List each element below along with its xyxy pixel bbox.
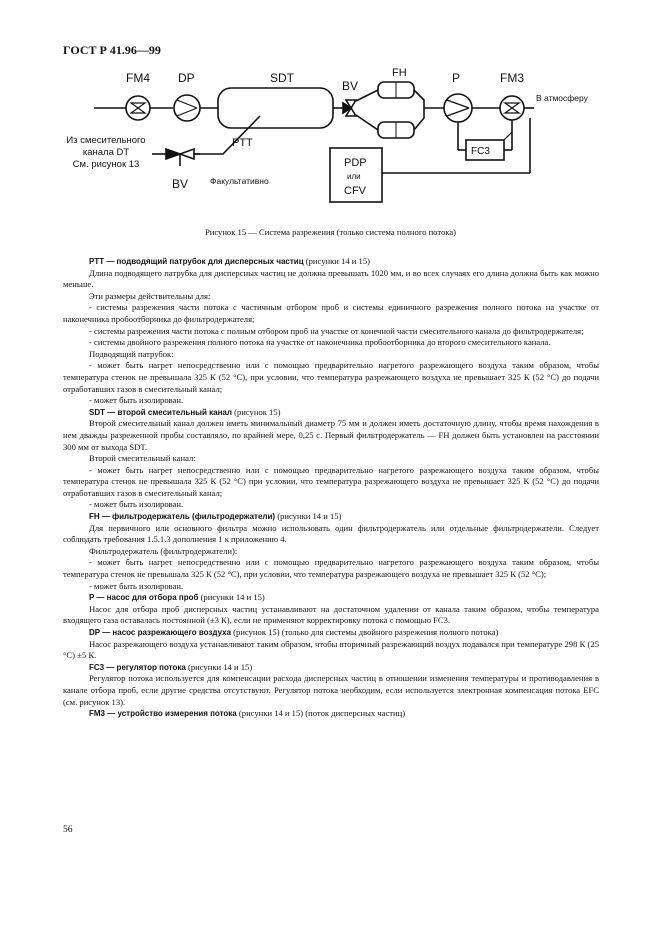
paragraph: Второй смесительный канал должен иметь минимальный диаметр 75 мм и должен иметь достаточную длину, чтобы время нахождения в нем дважды разреженной пробы составляло, по крайней мере, 0,25 с. Первый фильтродержатель — FH должен быть установлен на расстоянии 300 мм от выхода SDT. [63, 418, 599, 452]
label-mix-line1: Из смесительного [66, 135, 146, 146]
label-mix-line2: канала DT [82, 147, 130, 158]
label-sdt: SDT [270, 71, 294, 85]
fh-heading [63, 511, 599, 523]
paragraph: Регулятор потока используется для компенсации расхода дисперсных частиц в отношении изменения температуры и противодавления в канале отбора проб, если другие средства отсутствуют. Регулятор потока необходим, если используется электронная компенсация потока EFC (см. рисунок 13). [63, 673, 599, 707]
ptt-heading [63, 256, 599, 268]
paragraph: Насос разрежающего воздуха устанавливают таким образом, чтобы вторичный разрежающий воздух подавался при температуре 298 К (25 °С) ±5 К. [63, 638, 599, 661]
p-ref: (рисунки 14 и 15) [198, 592, 265, 603]
dilution-system-diagram [60, 58, 620, 208]
paragraph: Для первичного или основного фильтра можно использовать один фильтродержатель или отдельные фильтродержатели. Следует соблюдать требования 1.5.1.3 дополнения 1 к приложению 4. [63, 522, 599, 545]
label-optional: Факультативно [210, 176, 269, 186]
dp-term: DP — насос разрежающего воздуха [89, 628, 232, 637]
paragraph: - системы двойного разрежения полного потока на участке от наконечника пробоотборника до второго смесительного канала. [89, 337, 551, 348]
fm3-term: FM3 — устройство измерения потока [89, 709, 237, 719]
paragraph: - может быть изолирован. [89, 395, 184, 406]
label-atmosphere: В атмосферу [536, 93, 588, 103]
label-fc3: FC3 [471, 146, 490, 157]
paragraph: Длина подводящего патрубка для дисперсных частиц не должна превышать 1020 мм, и во всех случаях его длина должна быть как можно меньше. [63, 267, 599, 290]
fh-term: FH — фильтродержатель (фильтродержатели) [89, 512, 276, 522]
label-ptt: PTT [232, 137, 253, 149]
fc3-heading [63, 662, 599, 674]
label-bv-bottom: BV [172, 177, 189, 191]
sdt-tunnel [218, 88, 333, 128]
document-header: ГОСТ Р 41.96—99 [63, 43, 161, 57]
label-pdp: PDP [344, 157, 367, 169]
paragraph: - может быть нагрет непосредственно или с помощью предварительно нагретого разрежающего воздуха таким образом, чтобы температура стенок не превышала 325 К (52 °С) при условии, что температура разрежающего воздуха не превышает 325 К (52 °С) до подачи отработавших газов в смесительный канал; [63, 464, 599, 498]
label-fh: FH [392, 67, 407, 79]
fm3-ref: (рисунки 14 и 15) (поток дисперсных частиц) [236, 708, 406, 719]
ptt-ref: (рисунки 14 и 15) [303, 256, 370, 266]
label-cfv: CFV [344, 185, 366, 197]
fc3-ref: (рисунки 14 и 15) [185, 661, 253, 672]
paragraph: - может быть нагрет непосредственно или с помощью предварительно нагретого разрежающего воздуха таким образом, чтобы температура стенок не превышала 325 К (52 °С), при условии, что температура разрежающего воздуха не превышает 325 К (52 °С); [63, 557, 599, 580]
paragraph: Насос для отбора проб дисперсных частиц устанавливают на достаточном удалении от канала таким образом, чтобы температура входящего газа оставалась постоянной (±3 К), если не применяют корректировку потока с помощью FC3. [63, 603, 599, 626]
sdt-heading [63, 407, 599, 419]
paragraph: - может быть изолирован. [89, 499, 184, 510]
label-or: или [347, 172, 361, 181]
p-heading [63, 592, 599, 604]
paragraph: Второй смесительный канал: [89, 453, 196, 464]
label-bv-top: BV [342, 79, 359, 93]
page-number: 56 [63, 825, 73, 835]
paragraph: - системы разрежения части потока с частичным отбором проб и системы единичного разрежения полного потока на участке от наконечника пробоотборника до фильтродержателя; [63, 302, 599, 324]
paragraph: Эти размеры действительны для: [89, 290, 211, 301]
fc3-term: FC3 — регулятор потока [89, 662, 186, 672]
label-p: P [452, 71, 461, 85]
paragraph: Фильтродержатель (фильтродержатели): [89, 545, 238, 556]
document-body [63, 256, 599, 720]
paragraph: - может быть нагрет непосредственно или с помощью предварительно нагретого разрежающего воздуха таким образом, чтобы температура стенок не превышала 325 К (52 °С), при условии, что температура разрежающего воздуха не превышает 325 К (52 °С) до подачи отработавших газов в смесительный канал; [63, 360, 599, 394]
sdt-ref: (рисунок 15) [231, 406, 281, 417]
paragraph: Подводящий патрубок: [89, 348, 174, 359]
sdt-term: SDT — второй смесительный канал [89, 407, 232, 417]
label-fm3: FM3 [500, 71, 524, 85]
label-dp: DP [178, 71, 195, 85]
figure-caption: Рисунок 15 — Система разрежения (только система полного потока) [204, 227, 457, 237]
p-term: P — насос для отбора проб [89, 593, 199, 603]
dp-heading [63, 627, 599, 639]
fm3-heading [63, 708, 599, 720]
dp-ref: (рисунок 15) (только для системы двойного разрежения полного потока) [231, 627, 499, 637]
paragraph: - может быть изолирован. [89, 580, 184, 591]
paragraph: - системы разрежения части потока с полным отбором проб на участке от конечной части смесительного канала до фильтродержателя; [89, 325, 584, 336]
label-mix-line3: См. рисунок 13 [72, 159, 140, 170]
fh-ref: (рисунки 14 и 15) [275, 511, 342, 522]
label-fm4: FM4 [126, 71, 150, 85]
ptt-term: PTT — подводящий патрубок для дисперсных частиц [89, 257, 304, 266]
